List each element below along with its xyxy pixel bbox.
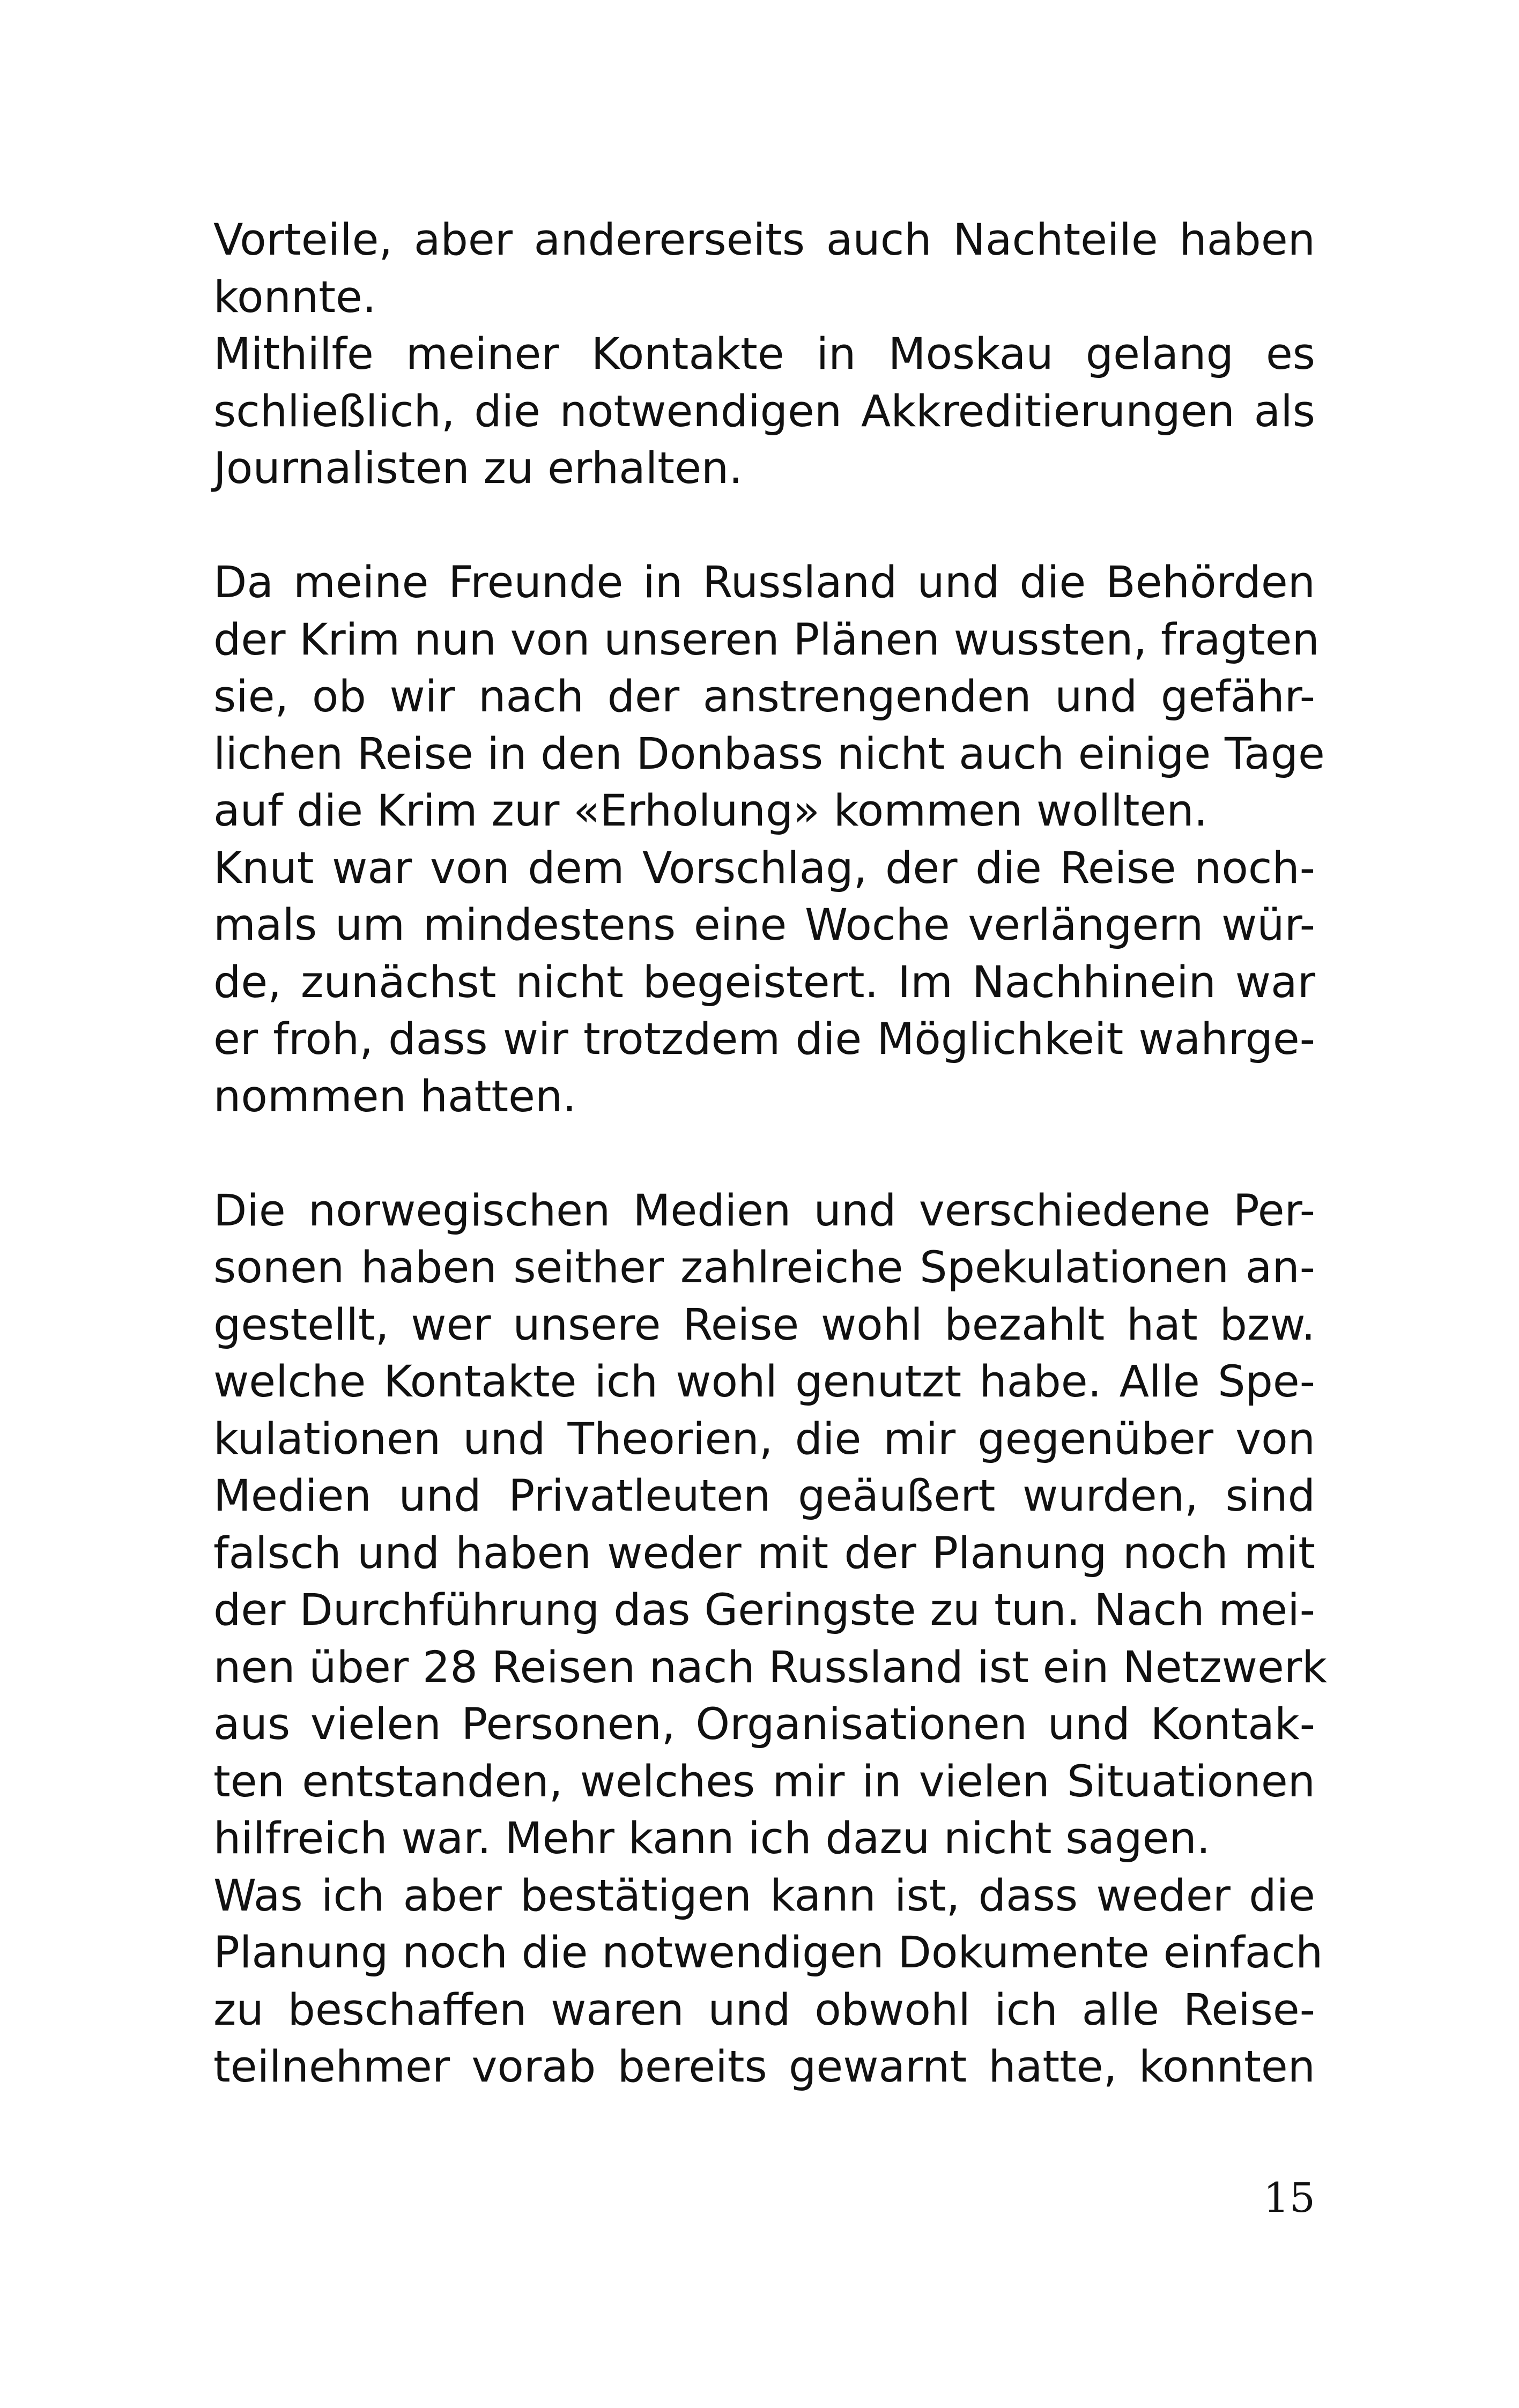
text-line: ten entstanden, welches mir in vielen Situationen [213,1756,1315,1807]
body-text [213,212,1328,2096]
text-line: nommen hatten. [213,1071,577,1122]
text-line: auf die Krim zur «Erholung» kommen wollten. [213,786,1208,836]
text-line: der Durchführung das Geringste zu tun. Nach mei- [213,1585,1315,1636]
text-line: teilnehmer vorab bereits gewarnt hatte, konnten [213,2042,1315,2092]
text-line: aus vielen Personen, Organisationen und Kontak- [213,1699,1315,1750]
text-line: Da meine Freunde in Russland und die Behörden [213,558,1315,608]
text-line: sie, ob wir nach der anstrengenden und gefähr- [213,672,1315,722]
text-line: Medien und Privatleuten geäußert wurden, sind [213,1471,1315,1521]
text-line: hilfreich war. Mehr kann ich dazu nicht sagen. [213,1814,1211,1864]
text-line: zu beschaffen waren und obwohl ich alle Reise- [213,1985,1315,2035]
text-line: Die norwegischen Medien und verschiedene Per- [213,1185,1315,1236]
text-line: welche Kontakte ich wohl genutzt habe. Alle Spe- [213,1357,1315,1407]
text-line: er froh, dass wir trotzdem die Möglichkeit wahrge- [213,1014,1315,1065]
text-line: gestellt, wer unsere Reise wohl bezahlt hat bzw. [213,1299,1315,1350]
text-line: lichen Reise in den Donbass nicht auch einige Tage [213,729,1325,779]
page-number: 15 [1263,2174,1315,2221]
text-line: Vorteile, aber andererseits auch Nachteile haben [213,215,1315,265]
text-line: falsch und haben weder mit der Planung noch mit [213,1528,1315,1579]
text-line: mals um mindestens eine Woche verlängern wür- [213,900,1315,950]
text-line: Planung noch die notwendigen Dokumente einfach [213,1928,1323,1978]
text-line: konnte. [213,272,376,323]
text-line: sonen haben seither zahlreiche Spekulationen an- [213,1243,1315,1293]
paragraph-gap [213,1125,1315,1183]
text-line: Knut war von dem Vorschlag, der die Reise noch- [213,843,1315,894]
text-line: de, zunächst nicht begeistert. Im Nachhinein war [213,957,1315,1008]
text-line: nen über 28 Reisen nach Russland ist ein Netzwerk [213,1642,1328,1693]
text-line: Was ich aber bestätigen kann ist, dass weder die [213,1870,1315,1921]
text-line: kulationen und Theorien, die mir gegenüber von [213,1414,1315,1465]
text-line: Mithilfe meiner Kontakte in Moskau gelang es [213,329,1315,380]
text-line: der Krim nun von unseren Plänen wussten, fragten [213,614,1320,665]
paragraph-gap [213,497,1315,555]
text-line: schließlich, die notwendigen Akkreditierungen als [213,386,1315,437]
text-line: Journalisten zu erhalten. [213,443,743,494]
